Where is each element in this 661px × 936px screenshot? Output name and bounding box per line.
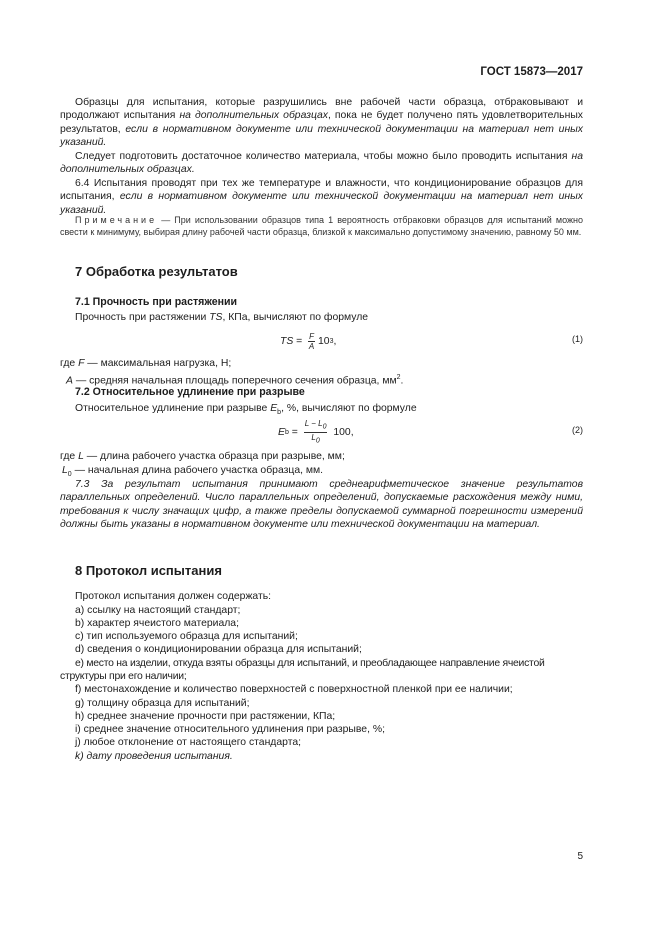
- list-item: i) среднее значение относительного удлинения при разрыве, %;: [75, 724, 385, 736]
- variable: L: [78, 451, 84, 462]
- formula-number: (2): [572, 425, 583, 435]
- punct: .: [400, 375, 404, 387]
- variable: A: [66, 375, 73, 387]
- numerator: F: [309, 331, 315, 341]
- list-item: f) местонахождение и количество поверхностей с поверхностной пленкой при ее наличии;: [75, 684, 513, 696]
- text: — начальная длина рабочего участка образца, мм.: [71, 465, 324, 476]
- section-8-heading: 8 Протокол испытания: [75, 563, 222, 578]
- variable: E: [270, 403, 278, 414]
- variable: L: [62, 465, 68, 476]
- text: , КПа, вычисляют по формуле: [222, 312, 369, 323]
- text-italic: на дополнительных образцах.: [60, 151, 583, 176]
- protocol-list: [60, 604, 583, 764]
- text: , %, вычисляют по формуле: [281, 403, 417, 414]
- formula-lhs: E: [278, 426, 285, 438]
- section-7-1-text: [60, 311, 583, 324]
- paragraph-6-4: [60, 177, 583, 217]
- text-italic: на дополнительных образцах: [179, 110, 328, 122]
- fraction: [304, 419, 328, 445]
- denominator: A: [308, 341, 315, 351]
- exponent: 3: [329, 337, 334, 345]
- document-id: ГОСТ 15873—2017: [480, 66, 583, 78]
- denominator: [311, 433, 319, 446]
- page-number: 5: [577, 851, 583, 862]
- text: — длина рабочего участка образца при разрыве, мм;: [83, 451, 345, 462]
- list-item: k) дату проведения испытания.: [75, 750, 233, 762]
- subscript: 0: [322, 423, 327, 431]
- text: где: [60, 451, 79, 462]
- text: 6.4 Испытания проводят при тех же температуре и влажности, что кондиционирование образцов для испытания,: [60, 178, 583, 203]
- list-item: b) характер ячеистого материала;: [75, 617, 239, 629]
- factor: 10: [318, 335, 330, 347]
- text: Относительное удлинение при разрыве: [75, 403, 271, 414]
- text: L − L: [304, 418, 323, 428]
- subscript: 0: [67, 471, 72, 479]
- section-7-2-heading: 7.2 Относительное удлинение при разрыве: [75, 386, 305, 398]
- text: Образцы для испытания, которые разрушились вне рабочей части образца, отбраковывают и продолжают испытания: [60, 97, 583, 122]
- formula-2: [60, 419, 583, 445]
- note-text: — При использовании образцов типа 1 вероятность отбраковки образцов для испытаний можно свести к минимуму, выбирая длину рабочей части образца, близкой к максимально допустимому значению, равному 50 мм.: [60, 215, 583, 237]
- variable: TS: [209, 312, 223, 323]
- text: , пока не будет получено пять удовлетворительных результатов,: [60, 110, 583, 135]
- where-l: [60, 450, 583, 463]
- list-item: c) тип используемого образца для испытаний;: [75, 631, 298, 643]
- section-7-1-heading: 7.1 Прочность при растяжении: [75, 296, 238, 308]
- paragraph-rejected-samples: [60, 96, 583, 149]
- formula-1: [60, 328, 583, 354]
- text: где: [60, 358, 79, 369]
- numerator: [304, 419, 328, 433]
- text: Прочность при растяжении: [75, 312, 210, 323]
- exponent: 2: [396, 374, 401, 381]
- punct: ,: [333, 335, 337, 347]
- list-item: g) толщину образца для испытаний;: [75, 697, 250, 709]
- formula-number: (1): [572, 334, 583, 344]
- section-7-2-text: [60, 402, 583, 419]
- text-italic: если в нормативном документе или технической документации на материал нет иных указаний.: [60, 191, 583, 216]
- list-item: h) среднее значение прочности при растяжении, КПа;: [75, 710, 336, 722]
- list-item: e) место на изделии, откуда взяты образцы для испытаний, и преобладающее направление ячеистой структуры при его наличии;: [60, 657, 545, 682]
- formula-lhs: TS: [280, 335, 294, 347]
- paragraph-material: [60, 150, 583, 177]
- text: L: [311, 432, 316, 442]
- equals: =: [293, 335, 306, 347]
- text-italic: 7.3 За результат испытания принимают среднеарифметическое значение результатов параллельных определений. Число параллельных определений, допускаемые расхождения между ними, требования к числу значащих цифр, а также пределы допускаемой суммарной погрешности измерений должны быть указаны в нормативном документе или технической документации на материал.: [60, 479, 583, 530]
- equals: =: [288, 426, 301, 438]
- where-f: [60, 357, 583, 370]
- section-7-heading: 7 Обработка результатов: [75, 264, 238, 279]
- section-7-3: [60, 478, 583, 531]
- variable: F: [78, 358, 85, 369]
- list-item: j) любое отклонение от настоящего стандарта;: [75, 737, 302, 749]
- list-item: d) сведения о кондиционировании образца для испытаний;: [75, 644, 362, 656]
- note: [60, 214, 583, 238]
- text: — средняя начальная площадь поперечного сечения образца, мм: [72, 375, 397, 387]
- fraction: [308, 332, 315, 351]
- subscript: b: [277, 409, 282, 417]
- list-item: a) ссылку на настоящий стандарт;: [75, 604, 241, 616]
- subscript: b: [284, 428, 289, 436]
- text-italic: если в нормативном документе или технической документации на материал нет иных указаний.: [60, 123, 584, 148]
- text: — максимальная нагрузка, Н;: [84, 358, 232, 369]
- subscript: 0: [315, 437, 320, 445]
- factor: 100,: [330, 426, 354, 438]
- section-8-intro: Протокол испытания должен содержать:: [75, 591, 272, 602]
- note-label: Примечание: [75, 215, 158, 225]
- text: Следует подготовить достаточное количество материала, чтобы можно было проводить испытания: [75, 151, 572, 162]
